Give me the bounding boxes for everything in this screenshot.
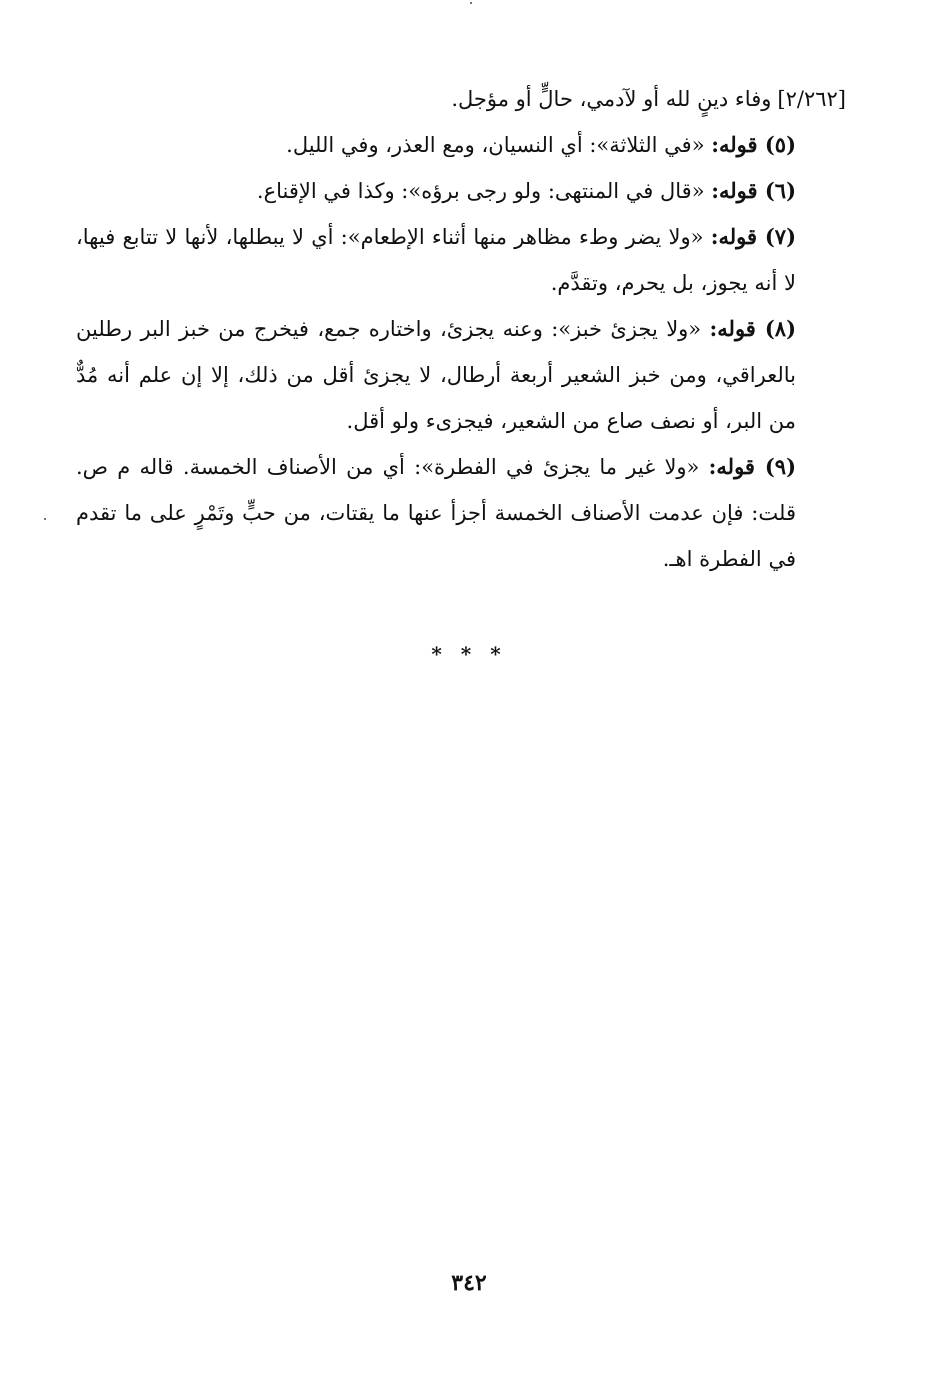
note-lead: (٧) قوله:: [710, 224, 797, 249]
paragraph-continuation: [76, 76, 846, 122]
note-lead: (٩) قوله:: [708, 454, 796, 479]
note-5: [76, 122, 846, 168]
note-lead: (٦) قوله:: [711, 178, 796, 203]
body-text: [76, 76, 846, 582]
scan-speck: [470, 2, 472, 4]
section-separator: * * *: [431, 642, 507, 666]
paragraph-text: وفاء دينٍ لله أو لآدمي، حالٍّ أو مؤجل.: [451, 87, 772, 111]
note-text: «ولا يجزئ خبز»: وعنه يجزئ، واختاره جمع، فيخرج من خبز البر رطلين بالعراقي، ومن خبز الشعير أربعة أرطال، لا يجزئ أقل من ذلك، إلا إن علم أنه مُدٌّ من البر، أو نصف صاع من الشعير، فيجزىء ولو أقل.: [76, 317, 796, 433]
note-9: [76, 444, 846, 582]
volume-page-reference: [٢/٢٦٢]: [777, 87, 846, 111]
note-lead: (٥) قوله:: [711, 132, 796, 157]
note-text: «في الثلاثة»: أي النسيان، ومع العذر، وفي الليل.: [286, 133, 712, 157]
page-number: ٣٤٢: [451, 1270, 487, 1296]
note-text: «ولا يضر وطء مظاهر منها أثناء الإطعام»: أي لا يبطلها، لأنها لا تتابع فيها، لا أنه يجوز، بل يحرم، وتقدَّم.: [76, 225, 796, 295]
note-7: [76, 214, 846, 306]
note-8: [76, 306, 846, 444]
note-text: «قال في المنتهى: ولو رجى برؤه»: وكذا في الإقناع.: [256, 179, 712, 203]
note-6: [76, 168, 846, 214]
note-lead: (٨) قوله:: [709, 316, 796, 341]
scan-speck: [44, 518, 46, 520]
note-text: «ولا غير ما يجزئ في الفطرة»: أي من الأصناف الخمسة. قاله م ص. قلت: فإن عدمت الأصناف الخمسة أجزأ عنها ما يقتات، من حبٍّ وتَمْرٍ على ما تقدم في الفطرة اهـ.: [76, 455, 796, 571]
